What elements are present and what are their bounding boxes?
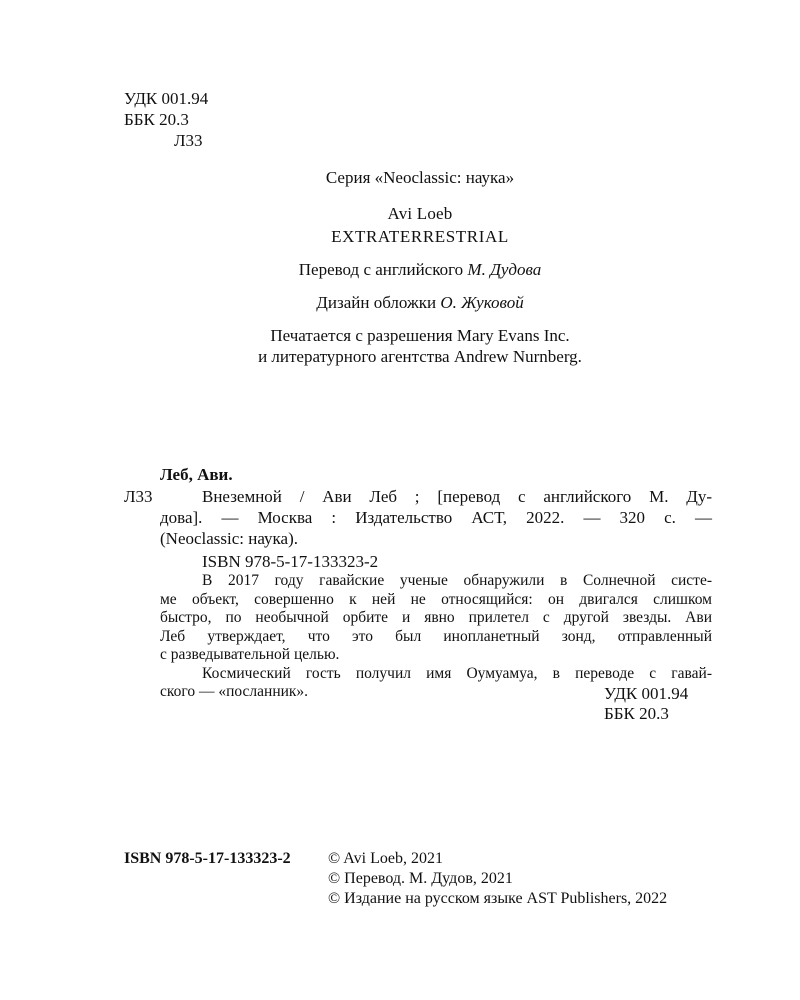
original-author: Avi Loeb — [387, 204, 453, 223]
abstract-line: ского — «посланник». — [160, 683, 309, 700]
translation-prefix: Перевод с английского — [298, 260, 468, 279]
isbn: ISBN 978-5-17-133323-2 — [124, 850, 291, 867]
cover-design-prefix: Дизайн обложки — [316, 293, 441, 312]
abstract-line: с разведывательной целью. — [160, 646, 340, 663]
series-line: Серия «Neoclassic: наука» — [325, 168, 515, 187]
translator-name: М. Дудова — [467, 260, 542, 279]
copyright-line: © Avi Loeb, 2021 — [328, 850, 443, 867]
abstract-line: В 2017 году гавайские ученые обнаружили в Солнечной систе- — [202, 572, 712, 589]
cover-design-credit — [0, 292, 800, 313]
abstract-line: ме объект, совершенно к ней не относящийся: он двигался слишком — [160, 590, 712, 608]
bbk-code: ББК 20.3 — [124, 110, 189, 129]
abstract-line: Космический гость получил имя Оумуамуа, в переводе с гавай- — [202, 664, 712, 682]
permission-line-1: Печатается с разрешения Mary Evans Inc. — [270, 326, 570, 345]
catalog-isbn: ISBN 978-5-17-133323-2 — [202, 552, 379, 571]
original-title: EXTRATERRESTRIAL — [331, 227, 509, 246]
catalog-description-line-2: дова]. — Москва : Издательство АСТ, 2022. — 320 с. — — [160, 508, 712, 527]
udk-code: УДК 001.94 — [124, 89, 209, 108]
catalog-code: Л33 — [124, 487, 153, 506]
abstract-line: Леб утверждает, что это был инопланетный зонд, отправленный — [160, 627, 712, 645]
catalog-description-line-3: (Neoclassic: наука). — [160, 529, 299, 548]
author-mark: Л33 — [174, 131, 203, 150]
translation-credit — [0, 259, 800, 280]
catalog-description-line-1: Внеземной / Ави Леб ; [перевод с английского М. Ду- — [202, 487, 712, 506]
cover-designer-name: О. Жуковой — [440, 293, 524, 312]
copyright-line: © Издание на русском языке AST Publishers, 2022 — [328, 890, 668, 907]
abstract-line: быстро, по необычной орбите и явно прилетел с другой звезды. Ави — [160, 609, 712, 626]
catalog-udk: УДК 001.94 — [604, 684, 689, 703]
permission-line-2: и литературного агентства Andrew Nurnberg. — [258, 347, 582, 366]
catalog-author: Леб, Ави. — [160, 465, 233, 484]
catalog-bbk: ББК 20.3 — [604, 704, 669, 723]
copyright-line: © Перевод. М. Дудов, 2021 — [328, 870, 513, 887]
